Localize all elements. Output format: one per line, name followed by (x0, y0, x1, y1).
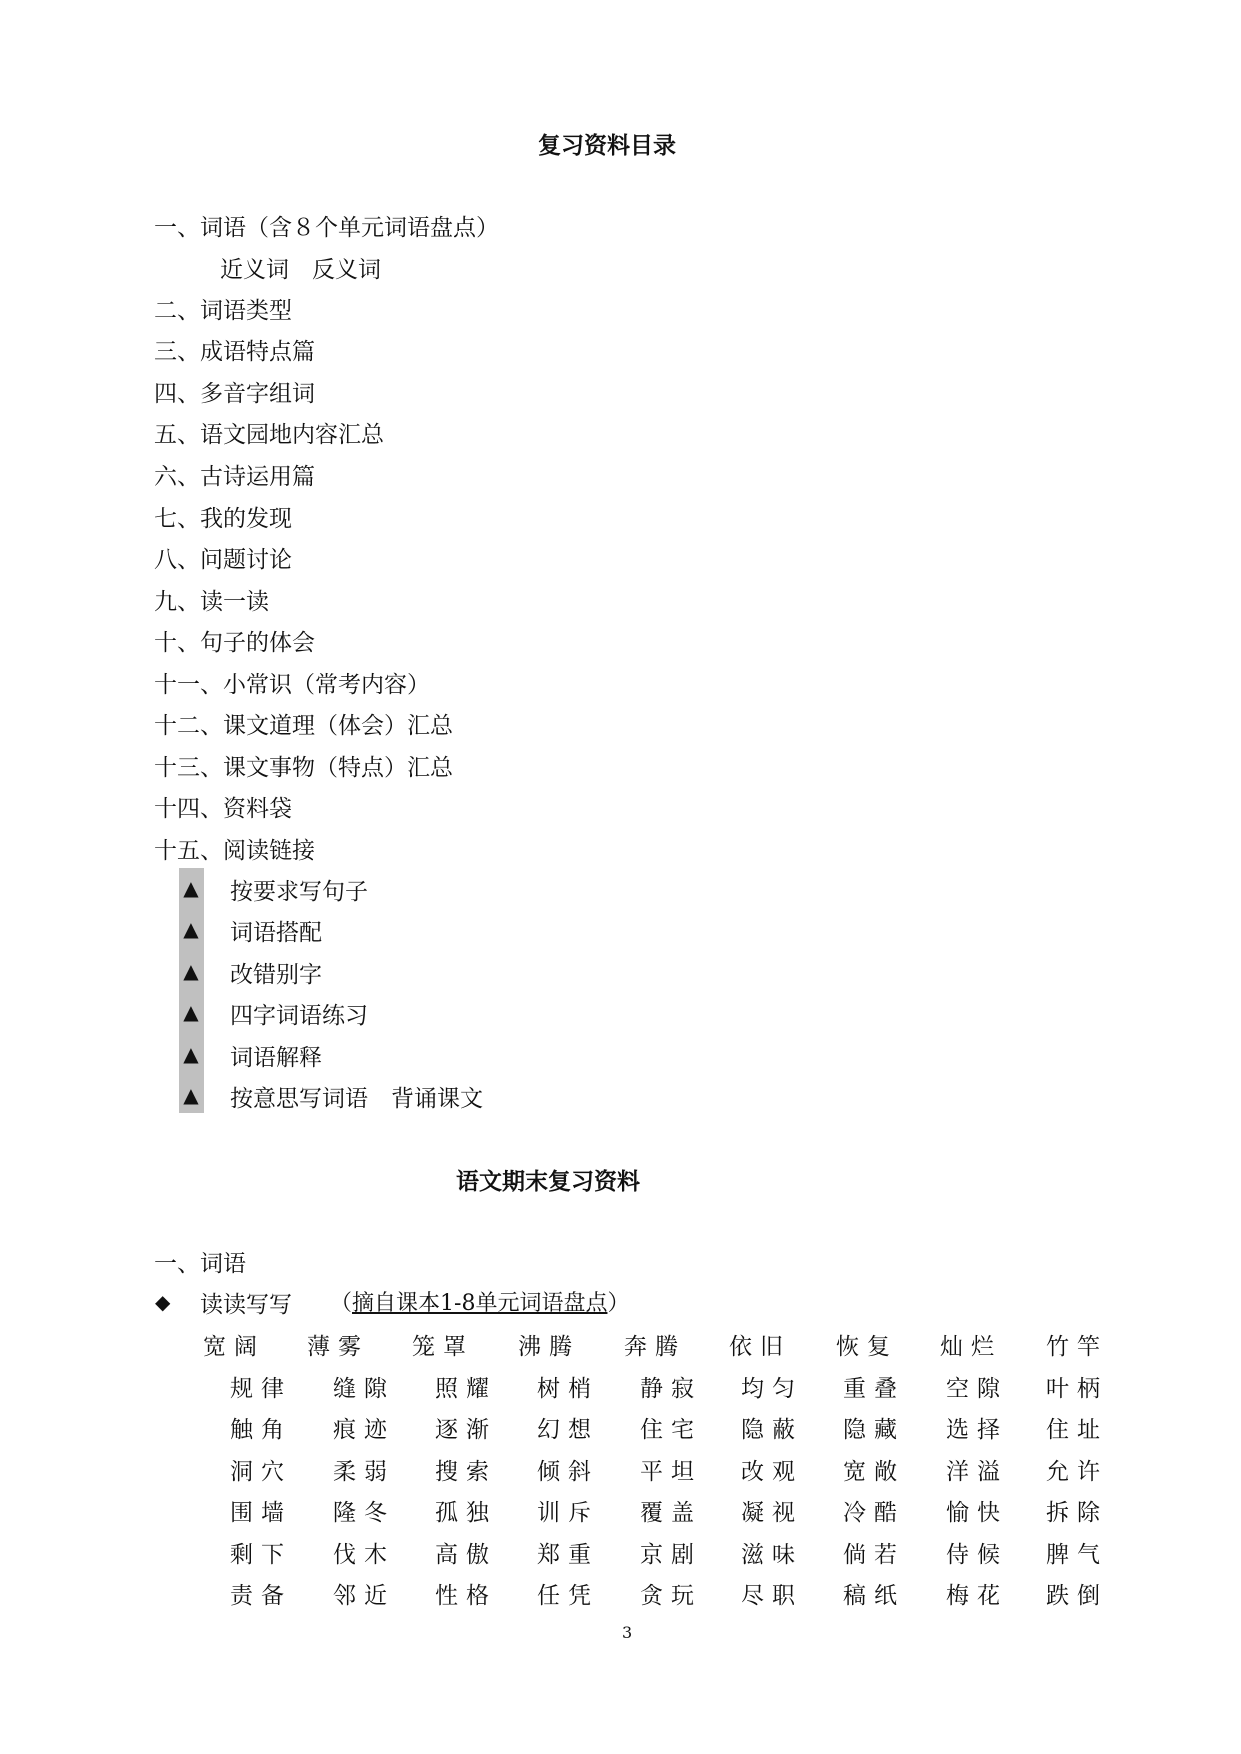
toc-item: 十二、课文道理（体会）汇总 (154, 713, 453, 739)
note-open-paren: （ (330, 1291, 353, 1316)
word-cell: 叶柄 (1046, 1376, 1108, 1402)
word-cell: 任凭 (537, 1583, 599, 1609)
word-cell: 脾气 (1046, 1542, 1108, 1568)
toc-item: 五、语文园地内容汇总 (154, 422, 384, 448)
word-cell: 静寂 (640, 1376, 702, 1402)
word-cell: 竹竿 (1046, 1334, 1108, 1360)
word-cell: 郑重 (537, 1542, 599, 1568)
word-cell: 性格 (435, 1583, 497, 1609)
toc-item: 十、句子的体会 (154, 630, 315, 656)
word-cell: 树梢 (537, 1376, 599, 1402)
duxie-note (330, 1286, 629, 1317)
word-cell: 平坦 (640, 1459, 702, 1485)
word-cell: 搜索 (435, 1459, 497, 1485)
word-cell: 均匀 (741, 1376, 803, 1402)
word-cell: 宽阔 (203, 1334, 265, 1360)
word-cell: 隐蔽 (741, 1417, 803, 1443)
word-cell: 重叠 (843, 1376, 905, 1402)
toc-item: 六、古诗运用篇 (154, 464, 315, 490)
triangle-shade (179, 868, 204, 1113)
word-cell: 覆盖 (640, 1500, 702, 1526)
word-cell: 京剧 (640, 1542, 702, 1568)
word-cell: 梅花 (946, 1583, 1008, 1609)
extras-item: 改错别字 (230, 962, 322, 988)
triangle-icon: ▲ (183, 1083, 199, 1107)
word-cell: 尽职 (741, 1583, 803, 1609)
toc-sub-item: 近义词 反义词 (220, 257, 381, 283)
main-title: 语文期末复习资料 (456, 1168, 640, 1195)
toc-item: 八、问题讨论 (154, 547, 292, 573)
word-cell: 训斥 (537, 1500, 599, 1526)
word-cell: 洋溢 (946, 1459, 1008, 1485)
word-cell: 侍候 (946, 1542, 1008, 1568)
word-cell: 沸腾 (518, 1334, 580, 1360)
duxie-label: 读读写写 (200, 1292, 292, 1318)
extras-item: 按意思写词语 背诵课文 (230, 1086, 483, 1112)
toc-item: 十五、阅读链接 (154, 838, 315, 864)
toc-title: 复习资料目录 (538, 132, 676, 159)
word-cell: 柔弱 (333, 1459, 395, 1485)
extras-item: 词语解释 (230, 1045, 322, 1071)
word-cell: 愉快 (946, 1500, 1008, 1526)
page-number: 3 (622, 1623, 633, 1642)
word-cell: 逐渐 (435, 1417, 497, 1443)
diamond-icon: ◆ (155, 1290, 171, 1314)
word-cell: 触角 (230, 1417, 292, 1443)
word-cell: 住址 (1046, 1417, 1108, 1443)
word-cell: 恢复 (836, 1334, 898, 1360)
toc-item: 二、词语类型 (154, 298, 292, 324)
word-cell: 隆冬 (333, 1500, 395, 1526)
toc-item: 四、多音字组词 (154, 381, 315, 407)
extras-item: 词语搭配 (230, 920, 322, 946)
word-cell: 改观 (741, 1459, 803, 1485)
word-cell: 稿纸 (843, 1583, 905, 1609)
word-cell: 高傲 (435, 1542, 497, 1568)
word-cell: 跌倒 (1046, 1583, 1108, 1609)
toc-item: 十一、小常识（常考内容） (154, 672, 430, 698)
word-cell: 洞穴 (230, 1459, 292, 1485)
word-cell: 贪玩 (640, 1583, 702, 1609)
word-cell: 冷酷 (843, 1500, 905, 1526)
section-heading: 一、词语 (154, 1251, 246, 1277)
word-cell: 拆除 (1046, 1500, 1108, 1526)
note-text: 摘自课本1-8单元词语盘点 (352, 1291, 608, 1316)
toc-item: 一、词语（含８个单元词语盘点） (154, 215, 499, 241)
word-cell: 伐木 (333, 1542, 395, 1568)
word-cell: 幻想 (537, 1417, 599, 1443)
extras-item: 按要求写句子 (230, 879, 368, 905)
word-cell: 选择 (946, 1417, 1008, 1443)
note-close-paren: ） (607, 1291, 630, 1316)
word-cell: 奔腾 (624, 1334, 686, 1360)
word-cell: 孤独 (435, 1500, 497, 1526)
word-cell: 住宅 (640, 1417, 702, 1443)
toc-item: 三、成语特点篇 (154, 339, 315, 365)
word-cell: 依旧 (729, 1334, 791, 1360)
word-cell: 倾斜 (537, 1459, 599, 1485)
toc-item: 九、读一读 (154, 589, 269, 615)
word-cell: 宽敞 (843, 1459, 905, 1485)
word-cell: 笼罩 (412, 1334, 474, 1360)
word-cell: 隐藏 (843, 1417, 905, 1443)
word-cell: 空隙 (946, 1376, 1008, 1402)
word-cell: 邻近 (333, 1583, 395, 1609)
toc-item: 十三、课文事物（特点）汇总 (154, 755, 453, 781)
word-cell: 凝视 (741, 1500, 803, 1526)
word-cell: 倘若 (843, 1542, 905, 1568)
word-cell: 痕迹 (333, 1417, 395, 1443)
word-cell: 照耀 (435, 1376, 497, 1402)
triangle-icon: ▲ (183, 917, 199, 941)
toc-item: 七、我的发现 (154, 506, 292, 532)
word-cell: 薄雾 (307, 1334, 369, 1360)
word-cell: 允许 (1046, 1459, 1108, 1485)
triangle-icon: ▲ (183, 1042, 199, 1066)
triangle-icon: ▲ (183, 876, 199, 900)
word-cell: 责备 (230, 1583, 292, 1609)
triangle-icon: ▲ (183, 1000, 199, 1024)
word-cell: 滋味 (741, 1542, 803, 1568)
toc-item: 十四、资料袋 (154, 796, 292, 822)
extras-item: 四字词语练习 (230, 1003, 368, 1029)
word-cell: 缝隙 (333, 1376, 395, 1402)
word-cell: 灿烂 (940, 1334, 1002, 1360)
word-cell: 剩下 (230, 1542, 292, 1568)
word-cell: 规律 (230, 1376, 292, 1402)
word-cell: 围墙 (230, 1500, 292, 1526)
triangle-icon: ▲ (183, 959, 199, 983)
